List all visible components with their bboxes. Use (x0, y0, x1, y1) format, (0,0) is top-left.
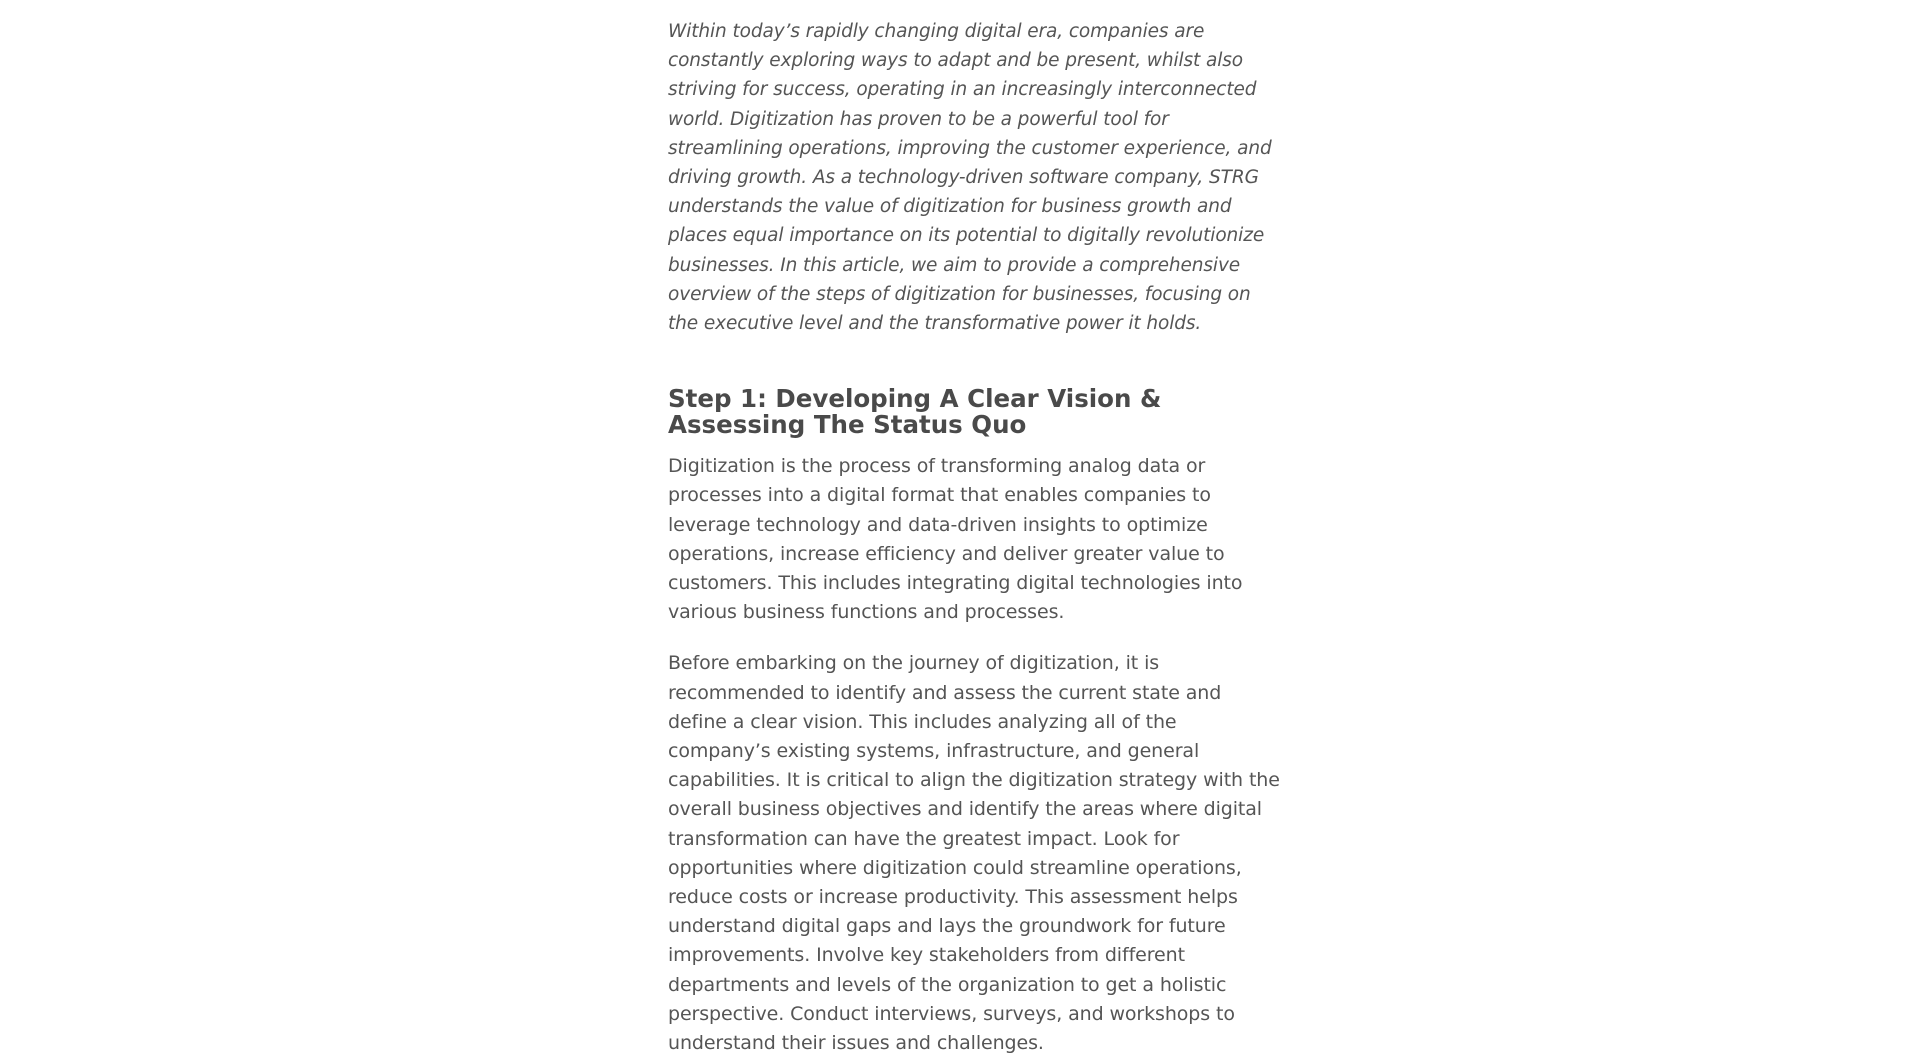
section-heading-step-1: Step 1: Developing A Clear Vision & Assessing The Status Quo (668, 384, 1162, 440)
article-body (668, 17, 1280, 1058)
step-1-paragraph-2: Before embarking on the journey of digitization, it is recommended to identify and assess the current state and define a clear vision. This includes analyzing all of the company’s existing systems, infrastructure, and general capabilities. It is critical to align the digitization strategy with the overall business objectives and identify the areas where digital transformation can have the greatest impact. Look for opportunities where digitization could streamline operations, reduce costs or increase productivity. This assessment helps understand digital gaps and lays the groundwork for future improvements. Involve key stakeholders from different departments and levels of the organization to get a holistic perspective. Conduct interviews, surveys, and workshops to understand their issues and challenges. (668, 652, 1280, 1055)
article-intro: Within today’s rapidly changing digital era, companies are constantly exploring ways to adapt and be present, whilst also striving for success, operating in an increasingly interconnected world. Digitization has proven to be a powerful tool for streamlining operations, improving the customer experience, and driving growth. As a technology-driven software company, STRG understands the value of digitization for business growth and places equal importance on its potential to digitally revolutionize businesses. In this article, we aim to provide a comprehensive overview of the steps of digitization for businesses, focusing on the executive level and the transformative power it holds. (668, 21, 1272, 335)
step-1-paragraph-1: Digitization is the process of transforming analog data or processes into a digital format that enables companies to leverage technology and data-driven insights to optimize operations, increase efficiency and deliver greater value to customers. This includes integrating digital technologies into various business functions and processes. (668, 455, 1243, 624)
